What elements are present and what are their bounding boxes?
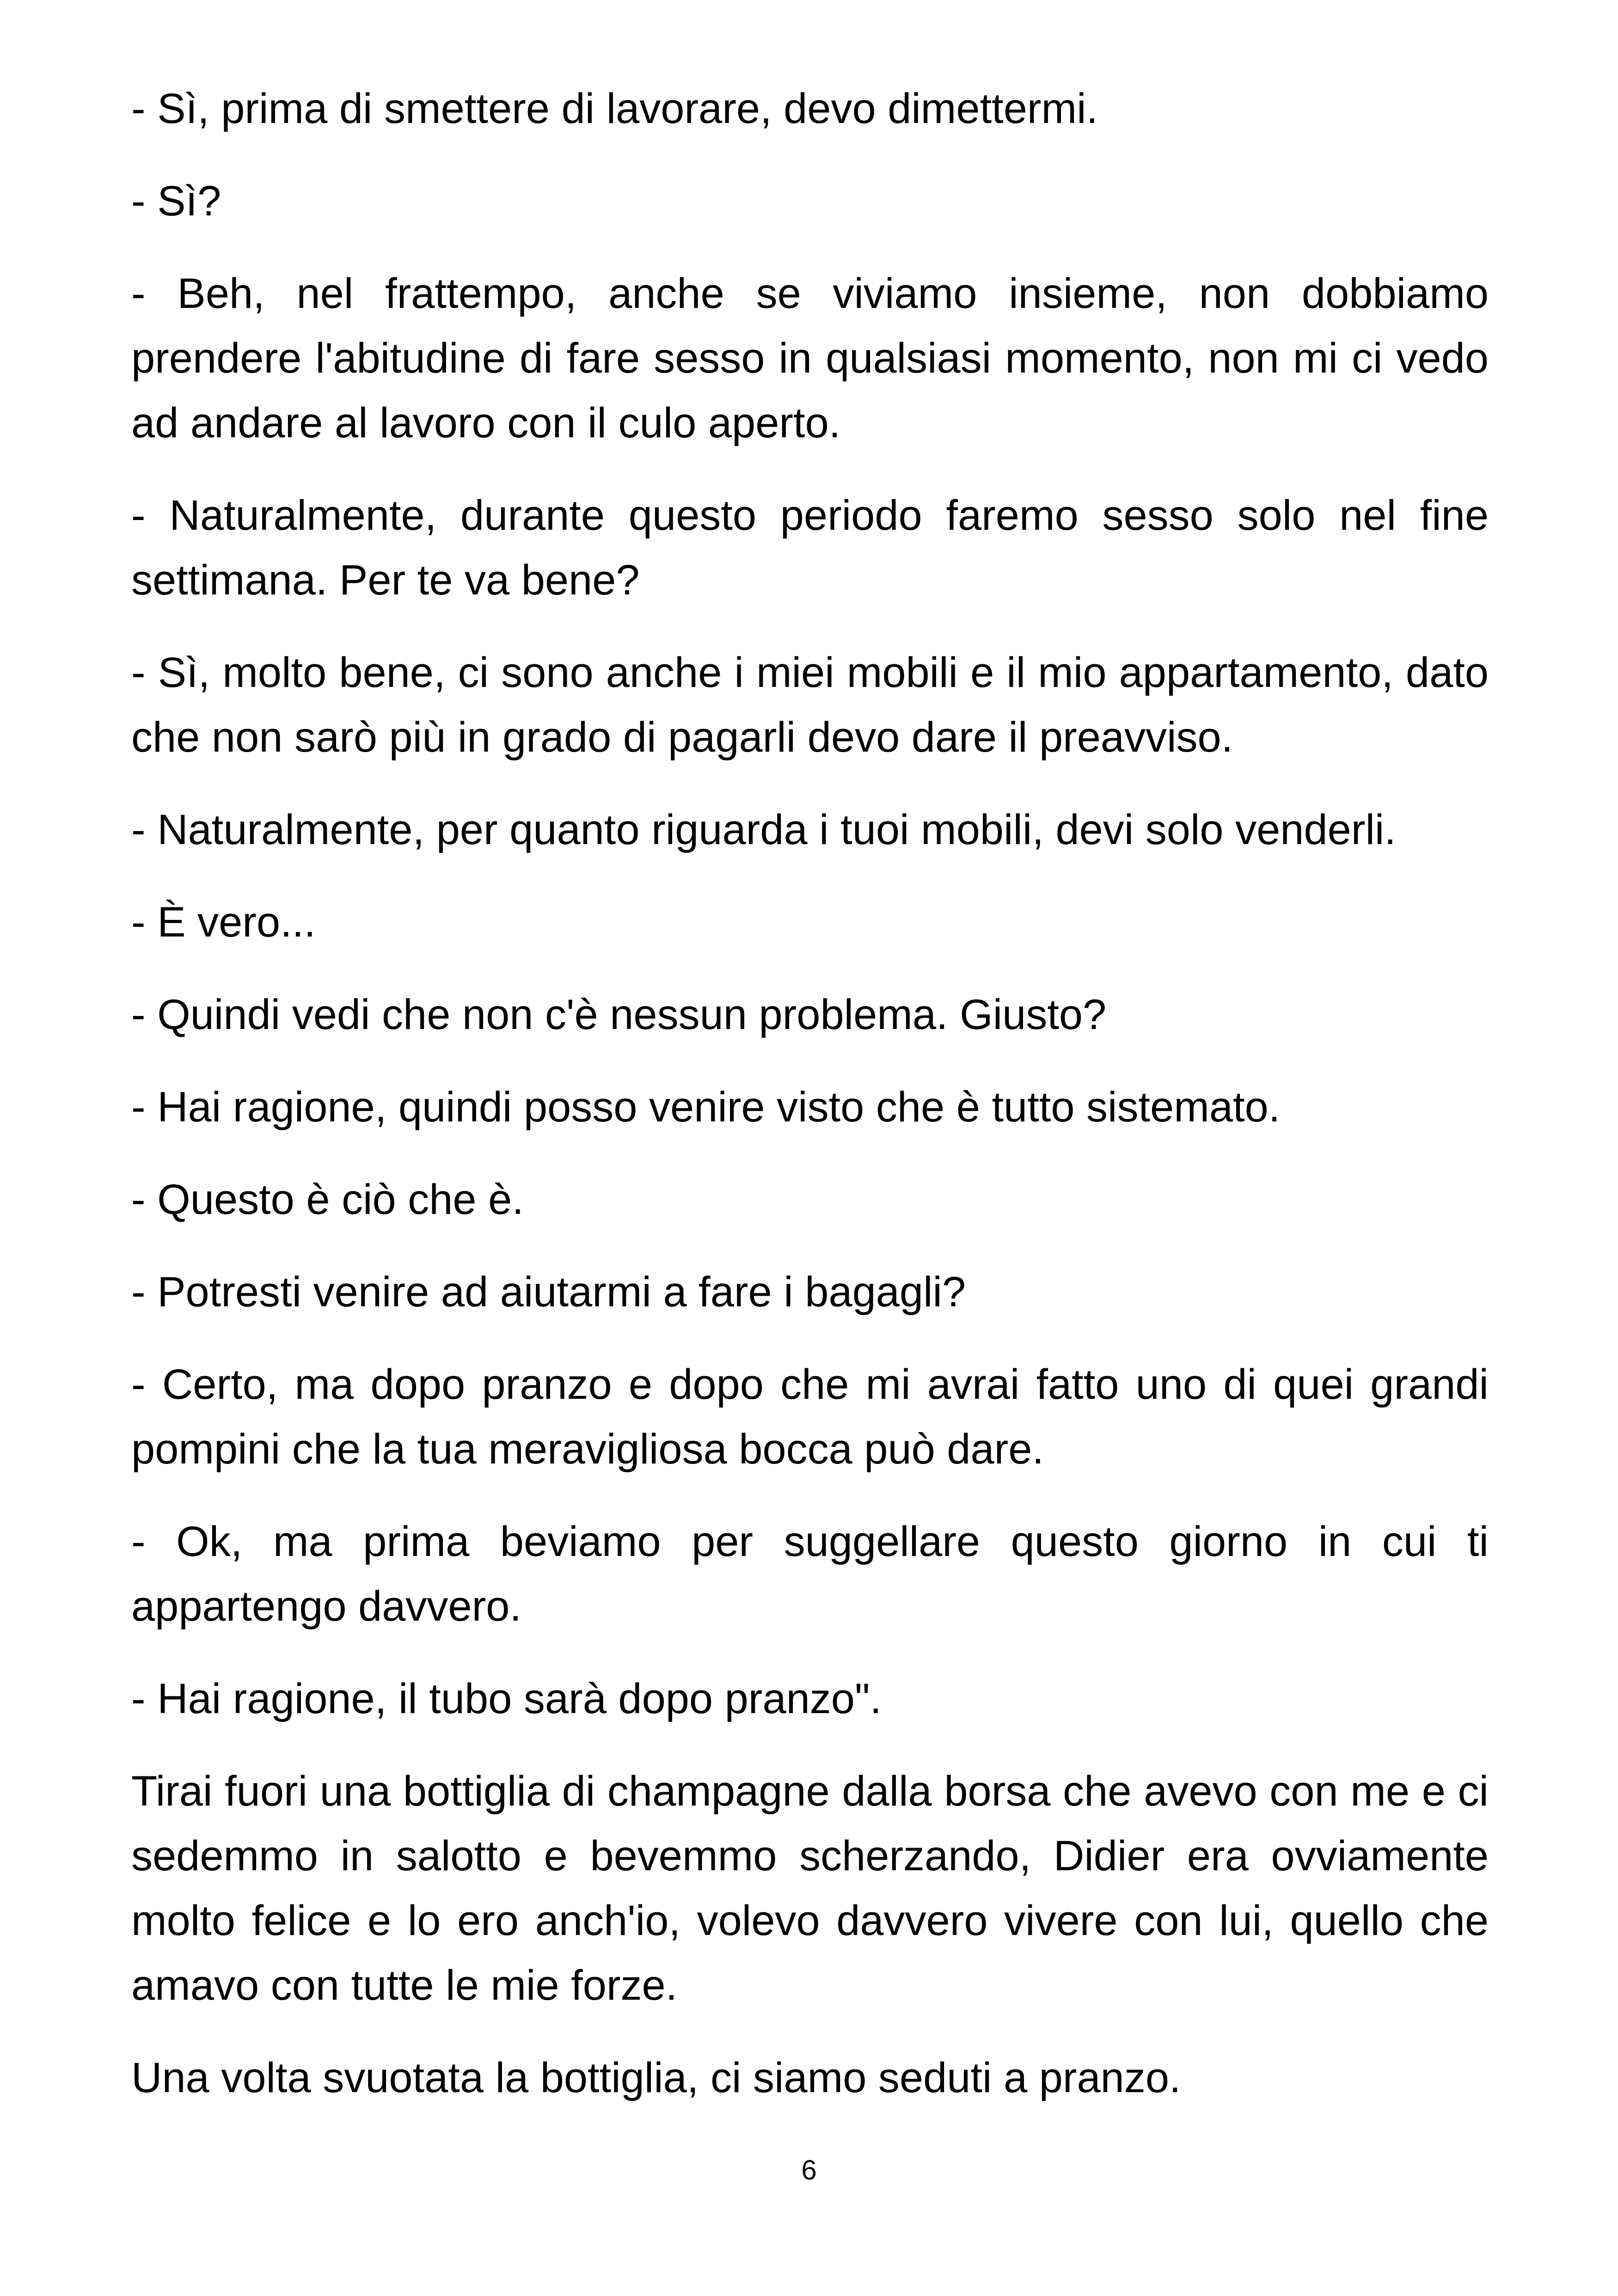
text-body [131, 76, 1489, 2138]
paragraph: - Sì, prima di smettere di lavorare, devo dimettermi. [131, 85, 1098, 132]
paragraph: - È vero... [131, 899, 316, 946]
paragraph: - Beh, nel frattempo, anche se viviamo insieme, non dobbiamo prendere l'abitudine di fare sesso in qualsiasi momento, non mi ci vedo ad andare al lavoro con il culo aperto. [131, 270, 1489, 447]
paragraph: - Questo è ciò che è. [131, 1176, 524, 1223]
paragraph: - Hai ragione, il tubo sarà dopo pranzo". [131, 1675, 882, 1722]
paragraph: - Certo, ma dopo pranzo e dopo che mi avrai fatto uno di quei grandi pompini che la tua meravigliosa bocca può dare. [131, 1361, 1489, 1473]
paragraph: - Quindi vedi che non c'è nessun problema. Giusto? [131, 991, 1107, 1038]
paragraph: - Sì? [131, 178, 221, 225]
page-number: 6 [801, 2155, 817, 2186]
paragraph: - Potresti venire ad aiutarmi a fare i bagagli? [131, 1268, 966, 1316]
paragraph: - Hai ragione, quindi posso venire visto che è tutto sistemato. [131, 1084, 1281, 1131]
paragraph: - Naturalmente, durante questo periodo faremo sesso solo nel fine settimana. Per te va bene? [131, 492, 1489, 604]
paragraph: - Sì, molto bene, ci sono anche i miei mobili e il mio appartamento, dato che non sarò più in grado di pagarli devo dare il preavviso. [131, 649, 1489, 761]
paragraph: - Naturalmente, per quanto riguarda i tuoi mobili, devi solo venderli. [131, 806, 1396, 853]
paragraph: - Ok, ma prima beviamo per suggellare questo giorno in cui ti appartengo davvero. [131, 1518, 1489, 1630]
paragraph: Tirai fuori una bottiglia di champagne dalla borsa che avevo con me e ci sedemmo in salotto e bevemmo scherzando, Didier era ovviamente molto felice e lo ero anch'io, volevo davvero vivere con lui, quello che amavo con tutte le mie forze. [131, 1768, 1489, 2009]
paragraph: Una volta svuotata la bottiglia, ci siamo seduti a pranzo. [131, 2054, 1181, 2101]
